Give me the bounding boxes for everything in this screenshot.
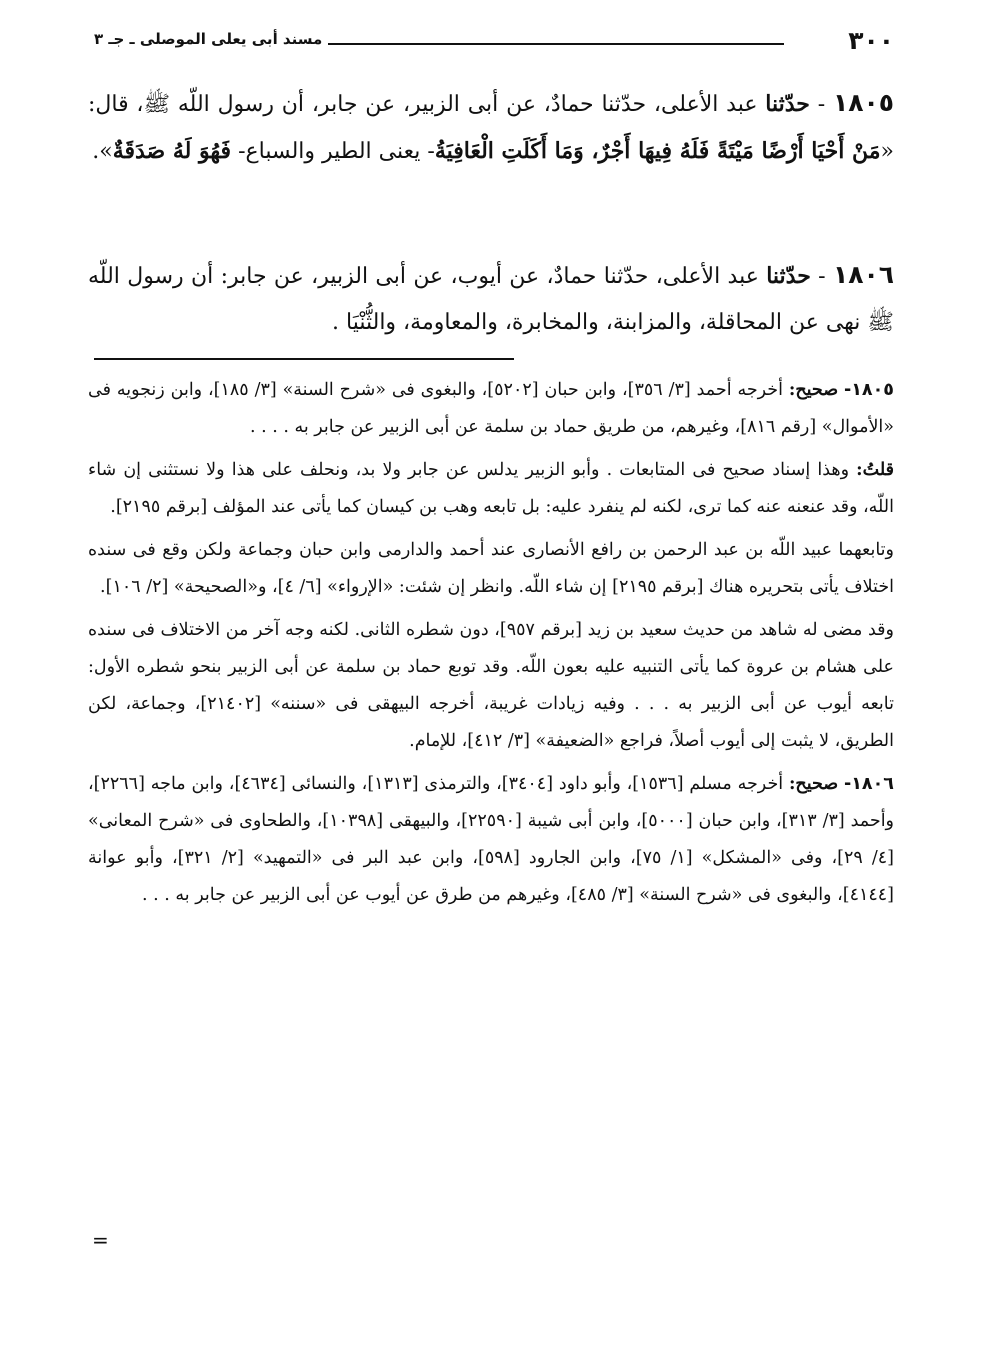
footnote-paragraph: وقد مضى له شاهد من حديث سعيد بن زيد [برقم ٩٥٧]، دون شطره الثانى. لكنه وجه آخر من الاختلاف فى سنده على هشام بن عروة كما يأتى التنبيه عليه بعون اللّه. وقد توبع حماد بن سلمة عن أبى الزبير بنحو شطره الأول: تابعه أيوب عن أبى الزبير به . . . وفيه زيادات غريبة، أخرجه البيهقى فى «سننه» [٢١٤٠٢]، وجماعة، لكن الطريق، لا يثبت إلى أيوب أصلاً، فراجع «الضعيفة» [٣/ ٤١٢]، للإمام. [88, 620, 894, 751]
page-number: ٣٠٠ [848, 26, 894, 55]
hadith-gloss: - يعنى الطير والسباع- [231, 139, 435, 164]
hadith-text: عبد الأعلى، حدّثنا حمادٌ، عن أيوب، عن أبى الزبير، عن جابر: أن رسول اللّه ﷺ نهى عن المحاقلة، والمزابنة، والمخابرة، والمعاومة، والثُّنْيَا . [88, 264, 894, 335]
hadith-isnad: عبد الأعلى، حدّثنا حمادٌ، عن أبى الزبير، عن جابر، أن رسول اللّه ﷺ، قال: « [88, 92, 894, 164]
continuation-mark: = [92, 1228, 109, 1252]
footnote-separator [94, 358, 514, 360]
footnote-1805 [88, 372, 894, 446]
footnote-grade: صحيح: [788, 774, 839, 794]
hadith-matn: مَنْ أَحْيَا أَرْضًا مَيْتَةً فَلَهُ فِيهَا أَجْرٌ، وَمَا أَكَلَتِ الْعَافِيَةُ [434, 138, 881, 164]
hadith-number: ١٨٠٦ [832, 260, 894, 289]
footnote-comment [88, 452, 894, 526]
hadith-lead: حدّثنا [766, 263, 811, 289]
hadith-lead: حدّثنا [765, 91, 810, 117]
comment-label: قلتُ: [856, 460, 894, 480]
footnote-text: أخرجه أحمد [٣/ ٣٥٦]، وابن حبان [٥٢٠٢]، والبغوى فى «شرح السنة» [٣/ ١٨٥]، وابن زنجويه فى «الأموال» [رقم ٨١٦]، وغيرهم، من طريق حماد بن سلمة عن أبى الزبير عن جابر به . . . . [88, 380, 894, 437]
hadith-closing: ». [92, 139, 113, 164]
footnotes [88, 372, 894, 920]
book-title: مسند أبى يعلى الموصلى ـ جـ ٣ [88, 30, 328, 48]
footnote-paragraph: وتابعهما عبيد اللّه بن عبد الرحمن بن رافع الأنصارى عند أحمد والدارمى وابن حبان وجماعة ولكن وقع فى سنده اختلاف يأتى بتحريره هناك [برقم ٢١٩٥] إن شاء اللّه. وانظر إن شئت: «الإرواء» [٦/ ٤]، و«الصحيحة» [٢/ ١٠٦]. [88, 540, 894, 597]
footnote-number: ١٨٠٥- [843, 380, 894, 400]
footnote-number: ١٨٠٦- [843, 774, 894, 794]
hadith-matn-end: فَهُوَ لَهُ صَدَقَةٌ [112, 138, 232, 164]
hadith-1805: ١٨٠٥ - حدّثنا عبد الأعلى، حدّثنا حمادٌ، عن أبى الزبير، عن جابر، أن رسول اللّه ﷺ، قال: «مَنْ أَحْيَا أَرْضًا مَيْتَةً فَلَهُ فِيهَا أَجْرٌ، وَمَا أَكَلَتِ الْعَافِيَةُ- يعنى الطير والسباع- فَهُوَ لَهُ صَدَقَةٌ». [88, 88, 894, 164]
hadith-1806: ١٨٠٦ - حدّثنا عبد الأعلى، حدّثنا حمادٌ، عن أيوب، عن أبى الزبير، عن جابر: أن رسول اللّه ﷺ نهى عن المحاقلة، والمزابنة، والمخابرة، والمعاومة، والثُّنْيَا . [88, 260, 894, 335]
footnote-text: أخرجه مسلم [١٥٣٦]، وأبو داود [٣٤٠٤]، والترمذى [١٣١٣]، والنسائى [٤٦٣٤]، وابن ماجه [٢٢٦٦]، وأحمد [٣/ ٣١٣]، وابن حبان [٥٠٠٠]، وابن أبى شيبة [٢٢٥٩٠]، والبيهقى [١٠٣٩٨]، والطحاوى فى «شرح المعانى» [٤/ ٢٩]، وفى «المشكل» [١/ ٧٥]، وابن الجارود [٥٩٨]، وابن عبد البر فى «التمهيد» [٢/ ٣٢١]، وأبو عوانة [٤١٤٤]، والبغوى فى «شرح السنة» [٣/ ٤٨٥]، وغيرهم من طرق عن أيوب عن أبى الزبير عن جابر به . . . [88, 774, 895, 905]
comment-text: وهذا إسناد صحيح فى المتابعات . وأبو الزبير يدلس عن جابر ولا بد، ونحلف على هذا ولا نستثنى إن شاء اللّه، وقد عنعنه عنه كما ترى، لكنه لم ينفرد عليه: بل تابعه وهب بن كيسان كما يأتى عند المؤلف [برقم ٢١٩٥]. [88, 460, 894, 517]
hadith-number: ١٨٠٥ [832, 88, 894, 117]
footnote-grade: صحيح: [788, 380, 839, 400]
running-header [88, 22, 894, 62]
footnote-1806 [88, 766, 894, 914]
